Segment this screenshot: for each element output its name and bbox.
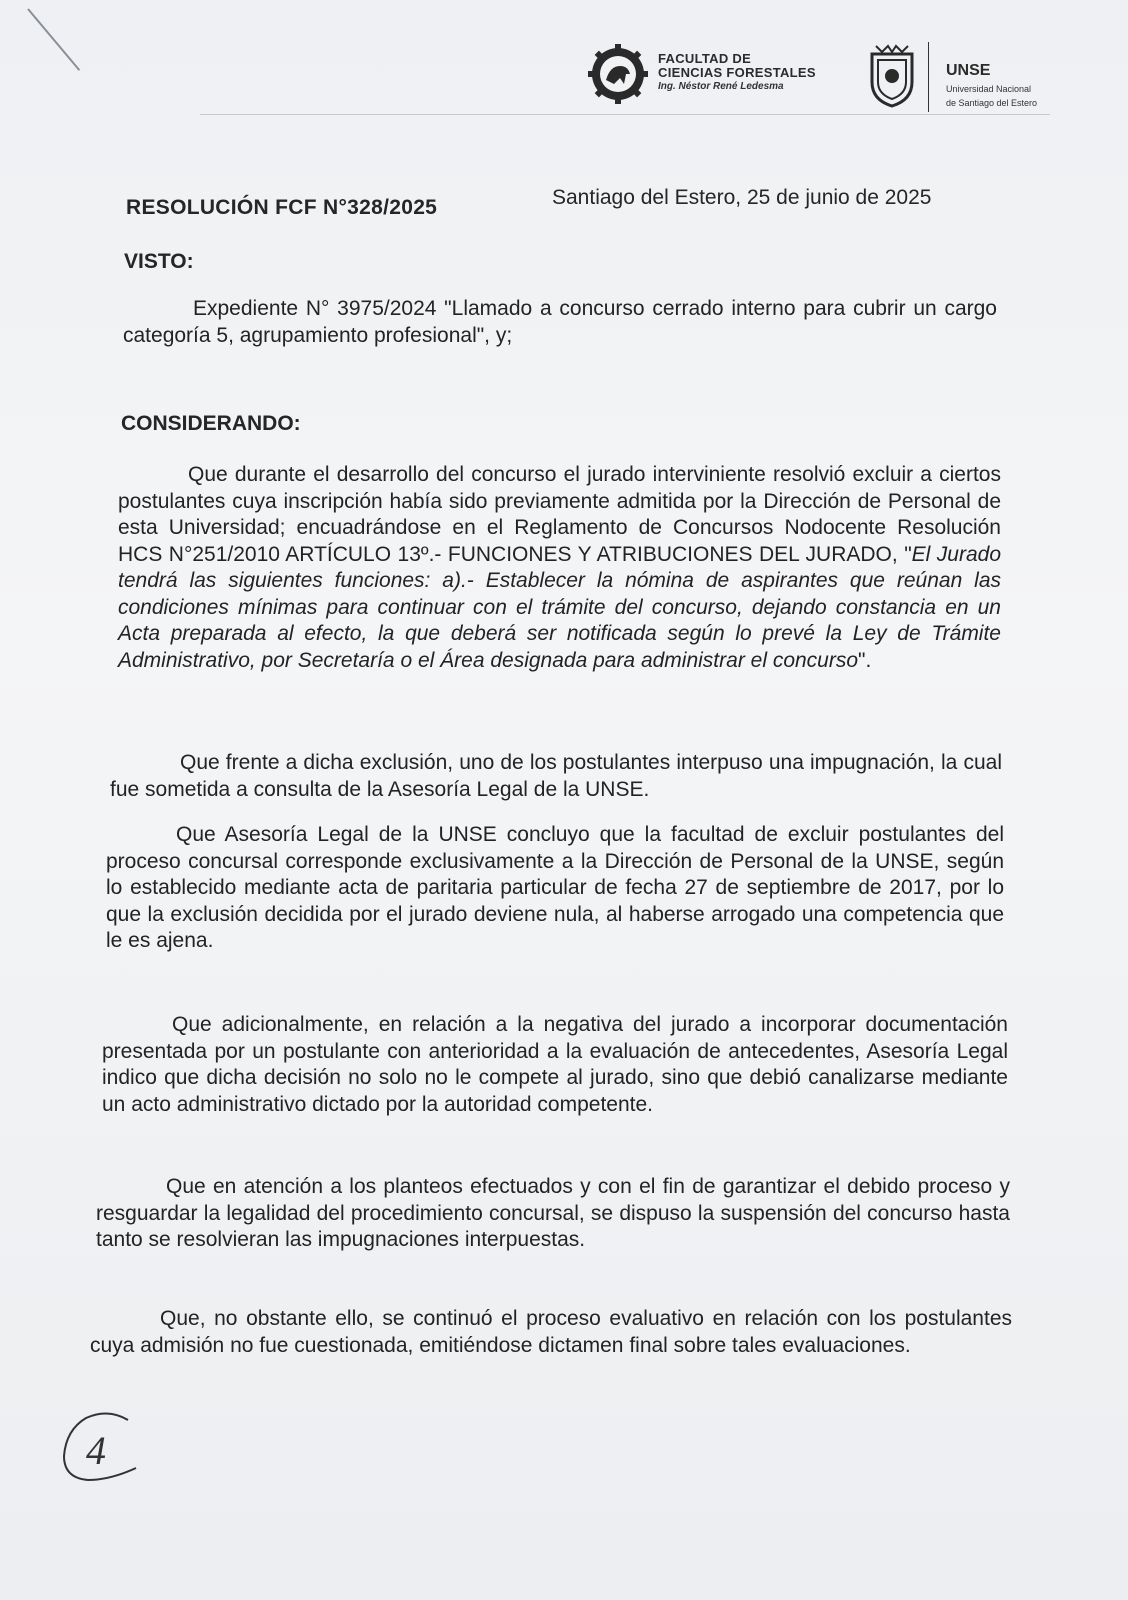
fcf-gear-seal-icon <box>588 44 648 104</box>
university-name <box>946 62 1037 108</box>
considerando-paragraph-6 <box>90 1306 1012 1359</box>
paragraph-1-quote: El Jurado tendrá las siguientes funciones: a).- Establecer la nómina de aspirantes que reúnan las condiciones mínimas para continuar con el trámite del concurso, dejando constancia en un Acta preparada al efecto, la que deberá ser notificada según lo prevé la Ley de Trámite Administrativo, por Secretaría o el Área designada para administrar el concurso <box>118 542 1002 672</box>
handwritten-page-number <box>58 1408 148 1488</box>
considerando-paragraph-1 <box>118 462 1001 674</box>
visto-body: Expediente N° 3975/2024 "Llamado a concurso cerrado interno para cubrir un cargo categoría 5, agrupamiento profesional", y; <box>123 297 997 347</box>
faculty-line2: CIENCIAS FORESTALES <box>658 65 816 80</box>
considerando-paragraph-3 <box>106 822 1004 955</box>
letterhead <box>588 40 1058 120</box>
page-number-text: 4 <box>86 1428 106 1473</box>
considerando-paragraph-4 <box>102 1012 1008 1118</box>
resolution-date: Santiago del Estero, 25 de junio de 2025 <box>552 186 932 209</box>
letterhead-divider <box>928 42 929 112</box>
faculty-line3: Ing. Néstor René Ledesma <box>658 81 784 92</box>
visto-text <box>123 296 997 349</box>
visto-heading: VISTO: <box>124 250 194 273</box>
paragraph-2-text: Que frente a dicha exclusión, uno de los postulantes interpuso una impugnación, la cual fue sometida a consulta de la Asesoría Legal de la UNSE. <box>110 751 1002 801</box>
considerando-paragraph-2 <box>110 750 1002 803</box>
paragraph-5-text: Que en atención a los planteos efectuados y con el fin de garantizar el debido proceso y resguardar la legalidad del procedimiento concursal, se dispuso la suspensión del concurso hasta tanto se resolvieran las impugnaciones interpuestas. <box>96 1175 1010 1251</box>
paragraph-1-text: Que durante el desarrollo del concurso el jurado interviniente resolvió excluir a ciertos postulantes cuya inscripción había sido previamente admitida por la Dirección de Personal de esta Universidad; encuadrándose en el Reglamento de Concursos Nodocente Resolución HCS N°251/2010 ARTÍCULO 13º.- FUNCIONES Y ATRIBUCIONES DEL JURADO, " <box>118 463 1001 566</box>
faculty-name <box>658 52 816 94</box>
paper-fold-mark <box>27 8 80 71</box>
paragraph-4-text: Que adicionalmente, en relación a la negativa del jurado a incorporar documentación presentada por un postulante con anterioridad a la evaluación de antecedentes, Asesoría Legal indico que dicha decisión no solo no le compete al jurado, sino que debió canalizarse mediante un acto administrativo dictado por la autoridad competente. <box>102 1013 1008 1116</box>
considerando-heading: CONSIDERANDO: <box>121 412 301 435</box>
paragraph-6-text: Que, no obstante ello, se continuó el proceso evaluativo en relación con los postulantes cuya admisión no fue cuestionada, emitiéndose dictamen final sobre tales evaluaciones. <box>90 1307 1012 1357</box>
letterhead-rule <box>200 114 1050 115</box>
faculty-line1: FACULTAD DE <box>658 51 752 66</box>
university-line2: de Santiago del Estero <box>946 98 1038 108</box>
resolution-title: RESOLUCIÓN FCF N°328/2025 <box>126 196 438 219</box>
unse-crest-icon <box>866 42 918 108</box>
university-short: UNSE <box>946 62 991 79</box>
paragraph-3-text: Que Asesoría Legal de la UNSE concluyo que la facultad de excluir postulantes del proceso concursal corresponde exclusivamente a la Dirección de Personal de la UNSE, según lo establecido mediante acta de paritaria particular de fecha 27 de septiembre de 2017, por lo que la exclusión decidida por el jurado deviene nula, al haberse arrogado una competencia que le es ajena. <box>106 823 1004 952</box>
considerando-paragraph-5 <box>96 1174 1010 1254</box>
university-line1: Universidad Nacional <box>946 84 1032 94</box>
paragraph-1-end: ". <box>858 648 872 672</box>
